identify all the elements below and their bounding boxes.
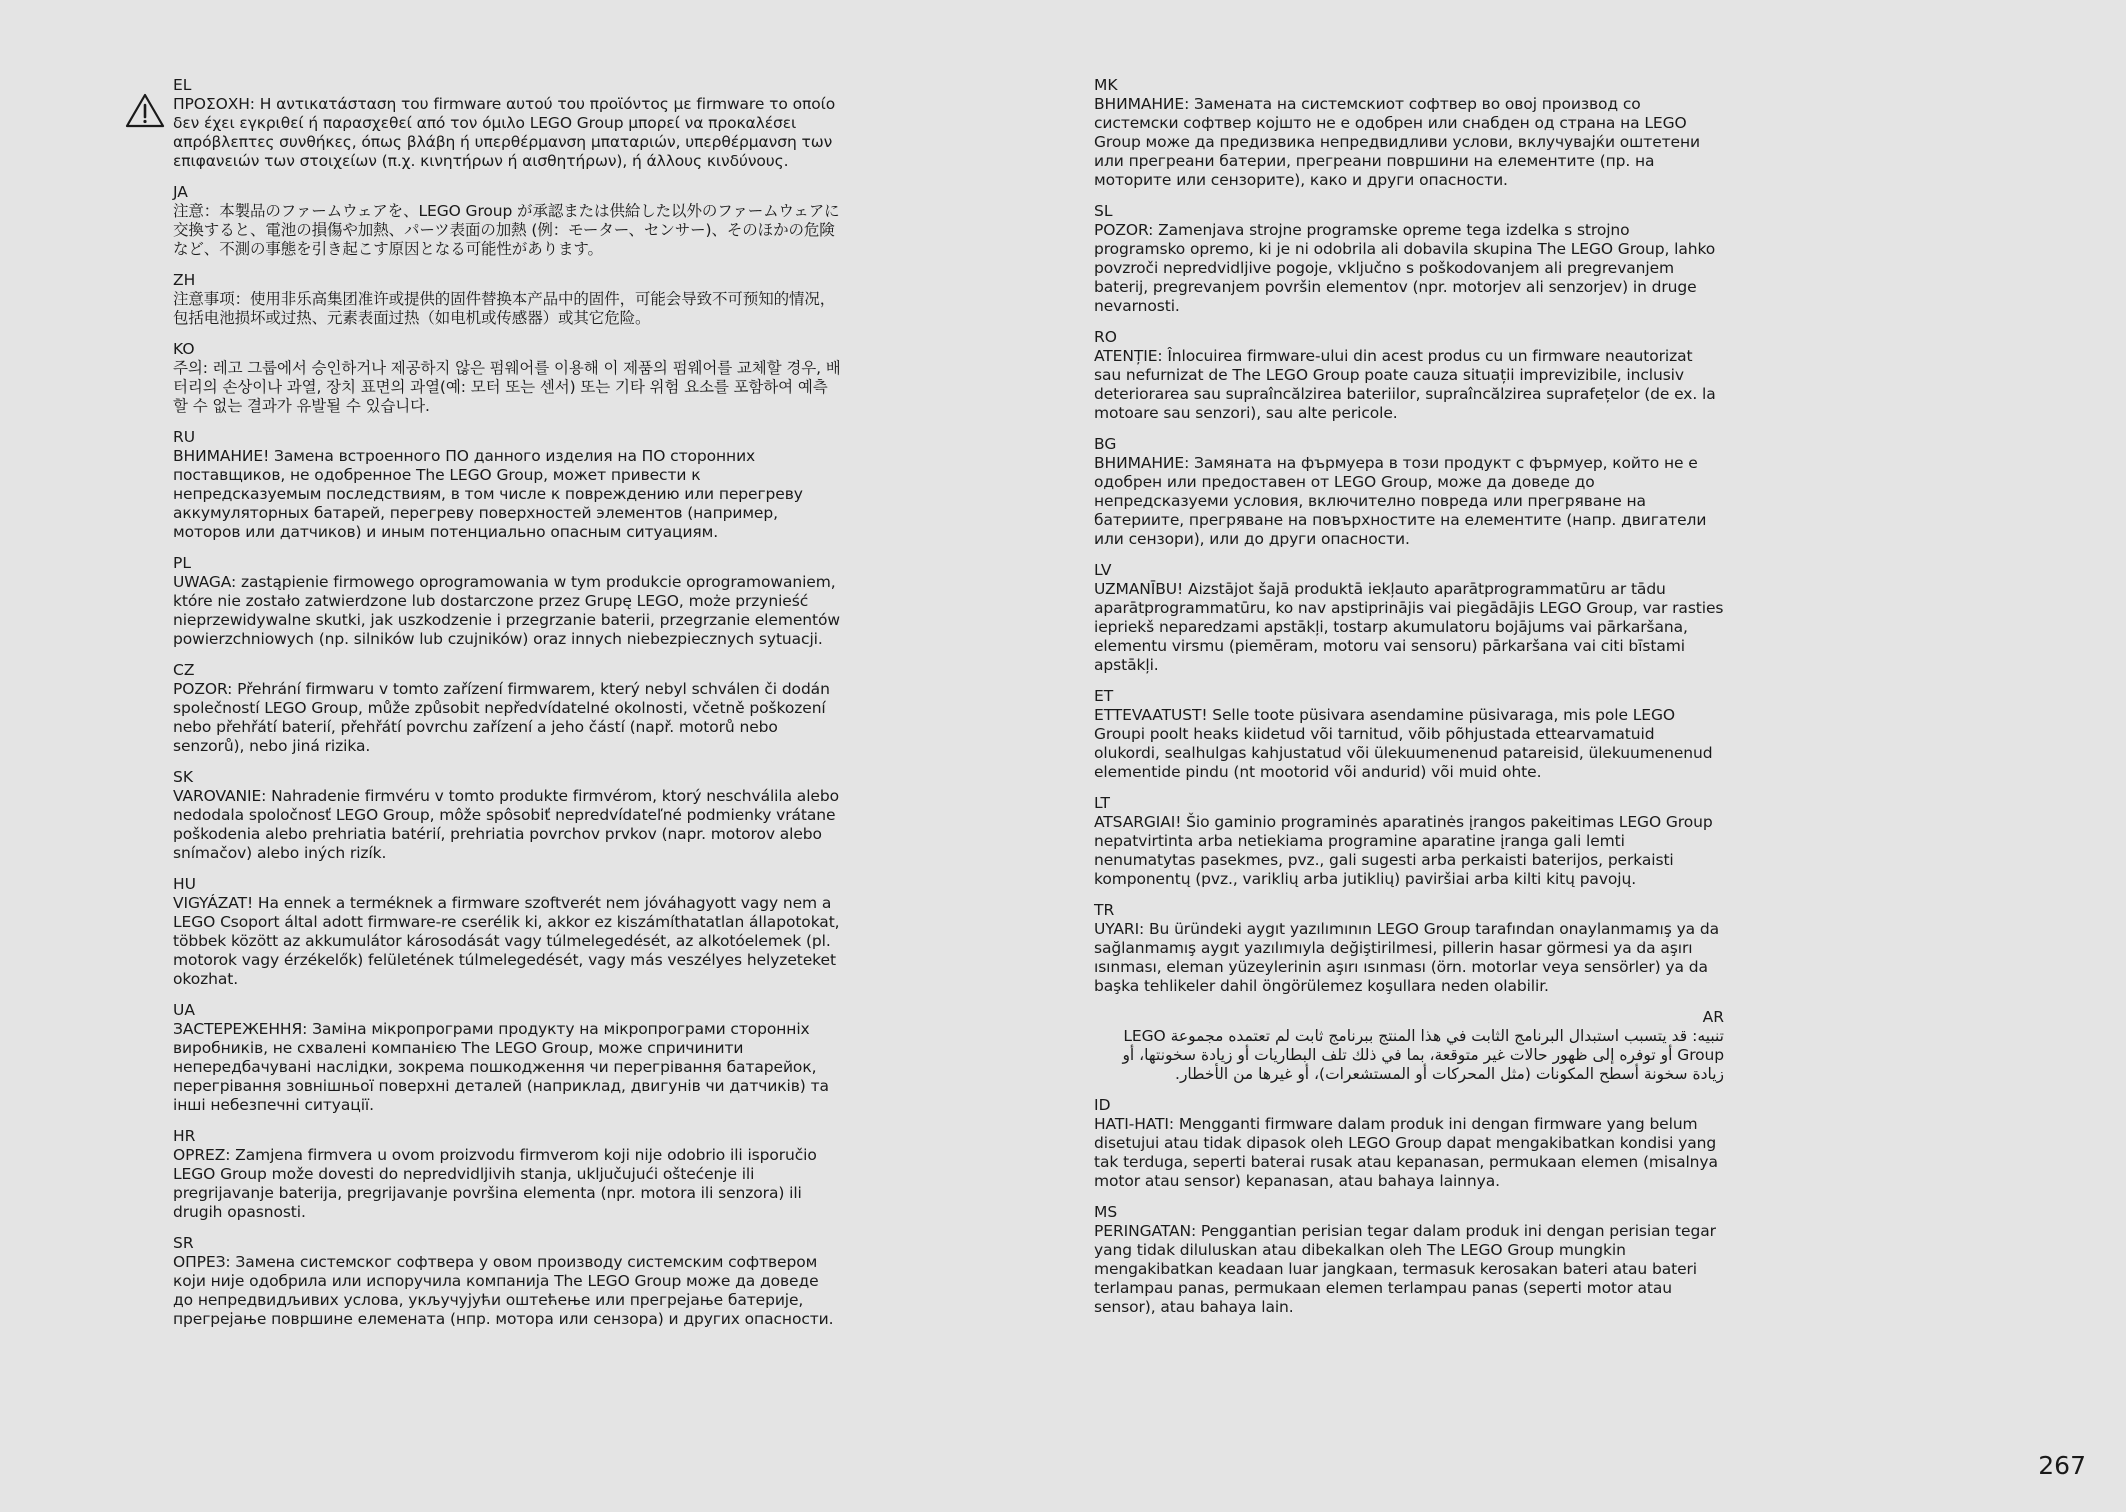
- language-code: PL: [173, 554, 191, 572]
- warning-entry-ms: [1094, 1203, 1724, 1317]
- warning-entry-mk: [1094, 76, 1724, 190]
- warning-entry-id: [1094, 1096, 1724, 1191]
- warning-text: ATSARGIAI! Šio gaminio programinės aparatinės įrangos pakeitimas LEGO Group nepatvirtinta arba netiekiama programine aparatine įranga gali lemti nenumatytas pasekmes, pvz., gali sugesti arba perkaisti baterijos, perkaisti komponentų (pvz., variklių arba jutiklių) paviršiai arba kilti kitų pavojų.: [1094, 813, 1713, 888]
- warning-text: OPREZ: Zamjena firmvera u ovom proizvodu firmverom koji nije odobrio ili isporučio LEGO Group može dovesti do nepredvidljivih stanja, uključujući oštećenje ili pregrijavanje baterija, pregrijavanje površina elementa (npr. motora ili senzora) ili drugih opasnosti.: [173, 1146, 817, 1221]
- language-code: KO: [173, 340, 195, 358]
- language-code: LT: [1094, 794, 1110, 812]
- language-code: BG: [1094, 435, 1117, 453]
- warning-text: POZOR: Zamenjava strojne programske opreme tega izdelka s strojno programsko opremo, ki je ni odobrila ali dobavila skupina The LEGO Group, lahko povzroči nepredvidljive pogoje, vključno s poškodovanjem ali pregrevanjem baterij, pregrevanjem površin elementov (npr. motorjev ali senzorjev) in druge nevarnosti.: [1094, 221, 1716, 315]
- warning-entry-hr: [173, 1127, 841, 1222]
- language-code: ID: [1094, 1096, 1111, 1114]
- warning-text: ЗАСТЕРЕЖЕННЯ: Заміна мікропрограми продукту на мікропрограми сторонніх виробників, не схвалені компанією The LEGO Group, може спричинити непередбачувані наслідки, зокрема пошкодження чи перегрівання батарейок, перегрівання зовнішньої поверхні деталей (наприклад, двигунів чи датчиків) та інші небезпечні ситуації.: [173, 1020, 829, 1114]
- warning-text: VIGYÁZAT! Ha ennek a terméknek a firmware szoftverét nem jóváhagyott vagy nem a LEGO Csoport által adott firmware-re cserélik ki, akkor ez kiszámíthatatlan állapotokat, többek között az akkumulátor károsodását vagy túlmelegedését, az alkotóelemek (pl. motorok vagy érzékelők) felületének túlmelegedését, vagy más veszélyes helyzeteket okozhat.: [173, 894, 840, 988]
- language-code: CZ: [173, 661, 195, 679]
- warning-text: UYARI: Bu üründeki aygıt yazılımının LEGO Group tarafından onaylanmamış ya da sağlanmamış aygıt yazılımıyla değiştirilmesi, pillerin hasar görmesi ya da aşırı ısınması, eleman yüzeylerinin aşırı ısınması (örn. motorlar veya sensörler) ya da başka tehlikeler dahil öngörülemez koşullara neden olabilir.: [1094, 920, 1720, 995]
- warning-entry-ua: [173, 1001, 841, 1115]
- warning-text: HATI-HATI: Mengganti firmware dalam produk ini dengan firmware yang belum disetujui atau tidak dipasok oleh LEGO Group dapat mengakibatkan kondisi yang tak terduga, seperti baterai rusak atau kepanasan, permukaan elemen (misalnya motor atau sensor) kepanasan, atau bahaya lainnya.: [1094, 1115, 1718, 1190]
- warning-entry-hu: [173, 875, 841, 989]
- warning-entry-tr: [1094, 901, 1724, 996]
- warning-entry-zh: [173, 271, 841, 328]
- warning-entry-sr: [173, 1234, 841, 1329]
- language-code: EL: [173, 76, 192, 94]
- warning-text: UWAGA: zastąpienie firmowego oprogramowania w tym produkcie oprogramowaniem, które nie zostało zatwierdzone lub dostarczone przez Grupę LEGO, może przynieść nieprzewidywalne skutki, jak uszkodzenie i przegrzanie baterii, przegrzanie elementów powierzchniowych (np. silników lub czujników) oraz innych niebezpiecznych sytuacji.: [173, 573, 840, 648]
- warning-text: ΠΡΟΣΟΧΗ: Η αντικατάσταση του firmware αυτού του προϊόντος με firmware το οποίο δεν έχει εγκριθεί ή παρασχεθεί από τον όμιλο LEGO Group μπορεί να προκαλέσει απρόβλεπτες συνθήκες, όπως βλάβη ή υπερθέρμανση μπαταριών, υπερθέρμανση των επιφανειών των στοιχείων (π.χ. κινητήρων ή αισθητήρων), ή άλλους κινδύνους.: [173, 95, 836, 170]
- warning-text: UZMANĪBU! Aizstājot šajā produktā iekļauto aparātprogrammatūru ar tādu aparātprogrammatūru, ko nav apstiprinājis vai piegādājis LEGO Group, var rasties iepriekš neparedzami apstākļi, tostarp akumulatoru bojājums vai pārkaršana, elementu virsmu (piemēram, motoru vai sensoru) pārkaršana vai citi bīstami apstākļi.: [1094, 580, 1724, 674]
- language-code: RO: [1094, 328, 1117, 346]
- right-column: [1094, 76, 1724, 1329]
- warning-text: 注意事项：使用非乐高集团准许或提供的固件替换本产品中的固件，可能会导致不可预知的情况，包括电池损坏或过热、元素表面过热（如电机或传感器）或其它危险。: [173, 290, 836, 327]
- page-number: 267: [2038, 1451, 2086, 1480]
- warning-text: تنبيه: قد يتسبب استبدال البرنامج الثابت في هذا المنتج ببرنامج ثابت لم تعتمده مجموعة LEGO Group أو توفره إلى ظهور حالات غير متوقعة، بما في ذلك تلف البطاريات أو زيادة سخونتها، أو زيادة سخونة أسطح المكونات (مثل المحركات أو المستشعرات)، أو غيرها من الأخطار.: [1122, 1027, 1724, 1083]
- warning-entry-lt: [1094, 794, 1724, 889]
- warning-text: ATENȚIE: Înlocuirea firmware-ului din acest produs cu un firmware neautorizat sau nefurnizat de The LEGO Group poate cauza situații imprevizibile, inclusiv deteriorarea sau supraîncălzirea bateriilor, supraîncălzirea suprafețelor (de ex. la motoare sau senzori), sau alte pericole.: [1094, 347, 1716, 422]
- language-code: MS: [1094, 1203, 1118, 1221]
- warning-text: 주의: 레고 그룹에서 승인하거나 제공하지 않은 펌웨어를 이용해 이 제품의 펌웨어를 교체할 경우, 배터리의 손상이나 과열, 장치 표면의 과열(예: 모터 또는 센서) 또는 기타 위험 요소를 포함하여 예측할 수 없는 결과가 유발될 수 있습니다.: [173, 359, 841, 415]
- warning-entry-bg: [1094, 435, 1724, 549]
- warning-text: 注意：本製品のファームウェアを、LEGO Group が承認または供給した以外のファームウェアに交換すると、電池の損傷や加熱、パーツ表面の加熱 (例：モーター、センサー)、そのほかの危険など、不測の事態を引き起こす原因となる可能性があります。: [173, 202, 840, 258]
- warning-entry-sl: [1094, 202, 1724, 316]
- warning-entry-pl: [173, 554, 841, 649]
- language-code: LV: [1094, 561, 1112, 579]
- warning-text: PERINGATAN: Penggantian perisian tegar dalam produk ini dengan perisian tegar yang tidak diluluskan atau dibekalkan oleh The LEGO Group mungkin mengakibatkan keadaan luar jangkaan, termasuk kerosakan bateri atau bateri terlampau panas, permukaan elemen terlampau panas (seperti motor atau sensor), atau bahaya lain.: [1094, 1222, 1716, 1316]
- warning-entry-el: [173, 76, 841, 171]
- language-code: ZH: [173, 271, 196, 289]
- language-code: SK: [173, 768, 194, 786]
- warning-text: ОПРЕЗ: Замена системског софтвера у овом производу системским софтвером који није одобрила или испоручила компанија The LEGO Group може да доведе до непредвидљивих услова, укључујући оштећење или прегрејање батерије, прегрејање површине елемената (нпр. мотора или сензора) и других опасности.: [173, 1253, 834, 1328]
- warning-entry-sk: [173, 768, 841, 863]
- language-code: JA: [173, 183, 188, 201]
- warning-entry-ko: [173, 340, 841, 416]
- warning-entry-ro: [1094, 328, 1724, 423]
- warning-text: ВНИМАНИЕ! Замена встроенного ПО данного изделия на ПО сторонних поставщиков, не одобренное The LEGO Group, может привести к непредсказуемым последствиям, в том числе к повреждению или перегреву аккумуляторных батарей, перегреву поверхностей элементов (например, моторов или датчиков) и иным потенциально опасным ситуациям.: [173, 447, 803, 541]
- language-code: TR: [1094, 901, 1115, 919]
- warning-entry-ru: [173, 428, 841, 542]
- warning-text: ВНИМАНИЕ: Замяната на фърмуера в този продукт с фърмуер, който не е одобрен или предоставен от LEGO Group, може да доведе до непредсказуеми условия, включително повреда или прегряване на батериите, прегряване на повърхностите на елементите (напр. двигатели или сензори), или до други опасности.: [1094, 454, 1707, 548]
- warning-entry-ja: [173, 183, 841, 259]
- warning-entry-lv: [1094, 561, 1724, 675]
- language-code: ET: [1094, 687, 1114, 705]
- left-column: [173, 76, 841, 1341]
- language-code: HR: [173, 1127, 196, 1145]
- language-code: HU: [173, 875, 197, 893]
- warning-entry-ar: [1094, 1008, 1724, 1084]
- language-code: SR: [173, 1234, 194, 1252]
- language-code: SL: [1094, 202, 1113, 220]
- language-code: MK: [1094, 76, 1118, 94]
- warning-text: ETTEVAATUST! Selle toote püsivara asendamine püsivaraga, mis pole LEGO Groupi poolt heaks kiidetud või tarnitud, võib põhjustada ettearvamatuid olukordi, sealhulgas kahjustatud või ülekuumenenud patareisid, ülekuumenenud elementide pindu (nt mootorid või andurid) või muid ohte.: [1094, 706, 1713, 781]
- language-code: AR: [1702, 1008, 1724, 1026]
- warning-text: VAROVANIE: Nahradenie firmvéru v tomto produkte firmvérom, ktorý neschválila alebo nedodala spoločnosť LEGO Group, môže spôsobiť nepredvídateľné podmienky vrátane poškodenia alebo prehriatia batérií, prehriatia povrchov prvkov (napr. motorov alebo snímačov) alebo iných rizík.: [173, 787, 839, 862]
- warning-text: ВНИМАНИЕ: Замената на системскиот софтвер во овој производ со системски софтвер којшто не е одобрен или снабден од страна на LEGO Group може да предизвика непредвидливи услови, вклучувајќи оштетени или прегреани батерии, прегреани површини на елементите (пр. на моторите или сензорите), како и други опасности.: [1094, 95, 1700, 189]
- warning-triangle-icon: [125, 93, 165, 129]
- warning-entry-et: [1094, 687, 1724, 782]
- language-code: UA: [173, 1001, 195, 1019]
- warning-entry-cz: [173, 661, 841, 756]
- warning-text: POZOR: Přehrání firmwaru v tomto zařízení firmwarem, který nebyl schválen či dodán společností LEGO Group, může způsobit nepředvídatelné okolnosti, včetně poškození nebo přehřátí baterií, přehřátí povrchu zařízení a jeho částí (např. motorů nebo senzorů), nebo jiná rizika.: [173, 680, 830, 755]
- language-code: RU: [173, 428, 196, 446]
